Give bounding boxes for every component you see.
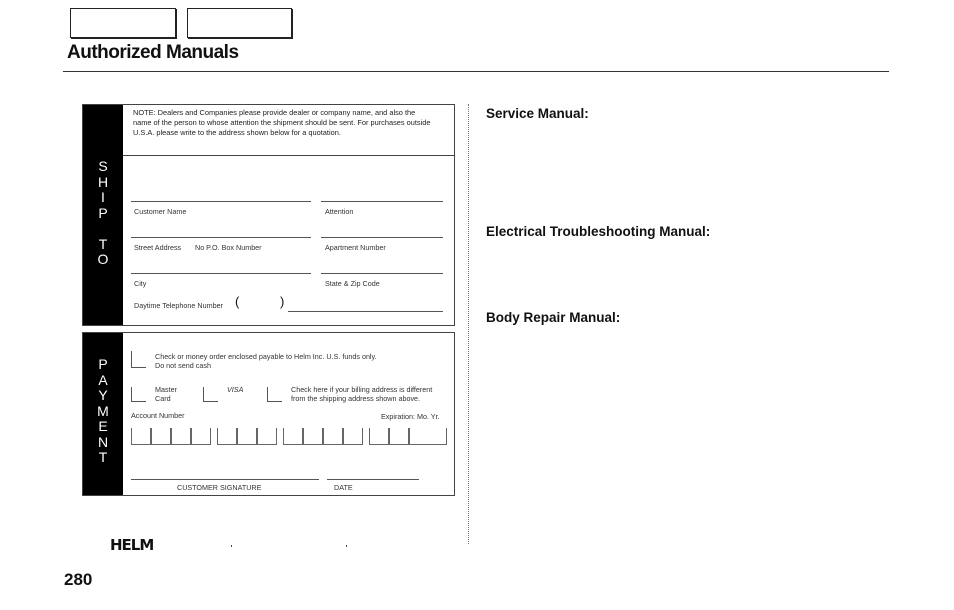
account-number-label: Account Number xyxy=(131,411,185,420)
ship-note: NOTE: Dealers and Companies please provide dealer or company name, and also the name of the person to whose attention the shipment should be sent. For purchases outside U.S.A. please write to the address shown below for a quotation. xyxy=(133,108,431,137)
ship-to-bar xyxy=(83,105,123,325)
header-divider xyxy=(63,71,889,72)
visa-checkbox[interactable] xyxy=(203,387,218,402)
speck-2 xyxy=(346,545,347,547)
customer-name-line xyxy=(131,201,311,202)
nav-tab-button-1[interactable] xyxy=(70,8,176,38)
mastercard-label: Master Card xyxy=(155,385,177,403)
signature-label: CUSTOMER SIGNATURE xyxy=(177,483,262,492)
visa-label: VISA xyxy=(227,385,244,394)
apartment-line xyxy=(321,237,443,238)
column-divider xyxy=(468,104,469,544)
street-label: Street Address xyxy=(134,243,182,252)
signature-line xyxy=(131,479,319,480)
po-box-label: No P.O. Box Number xyxy=(195,243,262,252)
expiration-label: Expiration: Mo. Yr. xyxy=(381,412,440,421)
state-zip-line xyxy=(321,273,443,274)
ship-to-form xyxy=(82,104,455,326)
body-repair-manual-heading: Body Repair Manual: xyxy=(486,310,621,325)
nav-tab-button-2[interactable] xyxy=(187,8,292,38)
phone-line xyxy=(288,311,443,312)
check-text-2: Do not send cash xyxy=(155,361,211,370)
billing-text-2: from the shipping address shown above. xyxy=(291,394,421,403)
phone-paren-open: ( xyxy=(235,294,240,309)
helm-logo: HELM xyxy=(110,536,154,554)
phone-label: Daytime Telephone Number xyxy=(134,301,223,310)
page-number: 280 xyxy=(64,570,93,589)
customer-name-label: Customer Name xyxy=(134,207,187,216)
payment-form xyxy=(82,332,455,496)
ship-to-label: S H I P T O xyxy=(97,158,109,267)
city-label: City xyxy=(134,279,147,288)
date-label: DATE xyxy=(334,483,353,492)
electrical-manual-heading: Electrical Troubleshooting Manual: xyxy=(486,224,711,239)
account-number-field[interactable] xyxy=(131,428,447,445)
payment-label: P A Y M E N T xyxy=(97,356,109,465)
payment-bar xyxy=(83,333,123,495)
phone-paren-close: ) xyxy=(280,294,285,309)
check-checkbox[interactable] xyxy=(131,351,146,368)
speck-1 xyxy=(231,545,232,547)
city-line xyxy=(131,273,311,274)
state-zip-label: State & Zip Code xyxy=(325,279,380,288)
attention-line xyxy=(321,201,443,202)
billing-text-1: Check here if your billing address is different xyxy=(291,385,433,394)
check-text-1: Check or money order enclosed payable to Helm Inc. U.S. funds only. xyxy=(155,352,377,361)
billing-checkbox[interactable] xyxy=(267,387,282,402)
mastercard-checkbox[interactable] xyxy=(131,387,146,402)
service-manual-heading: Service Manual: xyxy=(486,106,589,121)
street-line xyxy=(131,237,311,238)
attention-label: Attention xyxy=(325,207,354,216)
page-title: Authorized Manuals xyxy=(67,42,239,63)
date-line xyxy=(327,479,419,480)
apartment-label: Apartment Number xyxy=(325,243,386,252)
